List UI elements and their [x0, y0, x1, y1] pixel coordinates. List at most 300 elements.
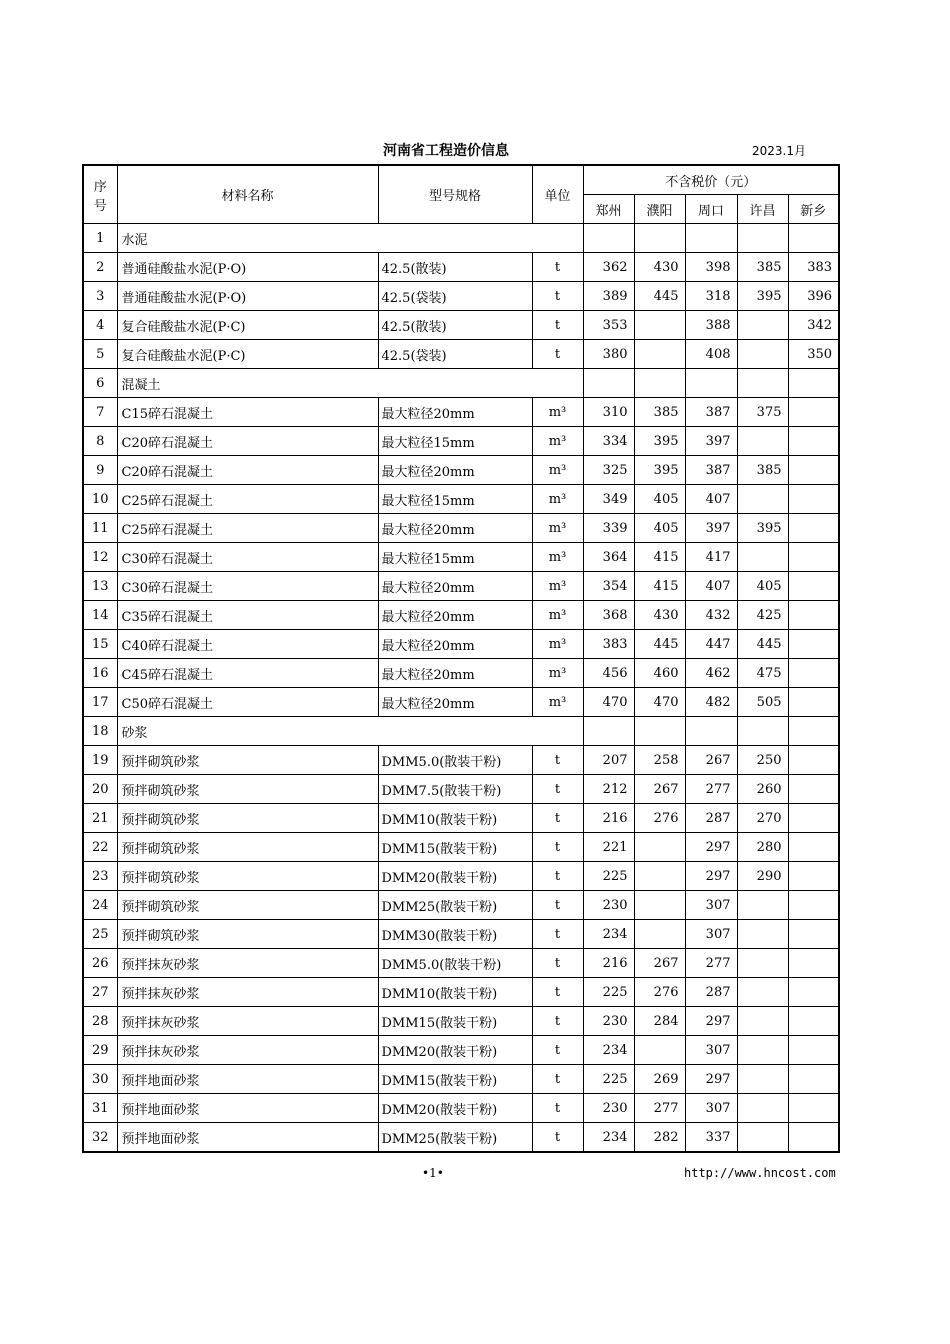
material-name: 预拌地面砂浆 — [117, 1123, 378, 1153]
price-cell: 307 — [685, 891, 737, 920]
table-row — [83, 253, 839, 282]
material-unit: t — [532, 949, 583, 978]
material-unit: t — [532, 282, 583, 311]
material-name: 复合硅酸盐水泥(P·C) — [117, 340, 378, 369]
table-row — [83, 1065, 839, 1094]
row-number: 5 — [83, 340, 117, 369]
row-number: 17 — [83, 688, 117, 717]
price-cell — [788, 775, 839, 804]
price-cell — [788, 1123, 839, 1153]
section-name: 水泥 — [117, 224, 583, 253]
price-cell: 353 — [583, 311, 634, 340]
table-row — [83, 427, 839, 456]
material-spec: 最大粒径15mm — [378, 485, 532, 514]
price-cell: 221 — [583, 833, 634, 862]
table-row — [83, 601, 839, 630]
material-unit: t — [532, 1123, 583, 1153]
material-spec: DMM25(散装干粉) — [378, 1123, 532, 1153]
price-cell: 425 — [737, 601, 788, 630]
price-cell: 280 — [737, 833, 788, 862]
price-cell: 383 — [583, 630, 634, 659]
price-cell: 234 — [583, 1123, 634, 1153]
material-spec: DMM30(散装干粉) — [378, 920, 532, 949]
material-name: 预拌地面砂浆 — [117, 1065, 378, 1094]
row-number: 22 — [83, 833, 117, 862]
price-cell — [634, 369, 685, 398]
price-cell: 395 — [634, 427, 685, 456]
price-cell — [788, 601, 839, 630]
material-spec: DMM20(散装干粉) — [378, 1094, 532, 1123]
price-cell — [788, 224, 839, 253]
price-cell: 387 — [685, 398, 737, 427]
table-row — [83, 630, 839, 659]
header-price-group: 不含税价（元） — [583, 165, 839, 195]
price-cell: 445 — [737, 630, 788, 659]
price-cell: 287 — [685, 978, 737, 1007]
price-cell: 260 — [737, 775, 788, 804]
price-cell — [788, 543, 839, 572]
price-cell — [737, 920, 788, 949]
material-spec: DMM15(散装干粉) — [378, 833, 532, 862]
price-cell: 505 — [737, 688, 788, 717]
price-cell: 297 — [685, 862, 737, 891]
material-name: 预拌抹灰砂浆 — [117, 1036, 378, 1065]
table-row — [83, 514, 839, 543]
price-cell: 342 — [788, 311, 839, 340]
material-name: 预拌砌筑砂浆 — [117, 833, 378, 862]
issue-date: 2023.1月 — [752, 144, 806, 158]
material-spec: DMM5.0(散装干粉) — [378, 949, 532, 978]
material-unit: t — [532, 1094, 583, 1123]
price-cell: 445 — [634, 630, 685, 659]
price-cell — [634, 891, 685, 920]
row-number: 18 — [83, 717, 117, 746]
material-unit: t — [532, 253, 583, 282]
price-cell: 405 — [737, 572, 788, 601]
price-cell: 395 — [634, 456, 685, 485]
table-row — [83, 398, 839, 427]
row-number: 13 — [83, 572, 117, 601]
table-row — [83, 978, 839, 1007]
material-unit: t — [532, 1036, 583, 1065]
table-row — [83, 1007, 839, 1036]
material-spec: 42.5(袋装) — [378, 340, 532, 369]
price-cell: 225 — [583, 978, 634, 1007]
table-row — [83, 543, 839, 572]
material-name: C25碎石混凝土 — [117, 514, 378, 543]
price-cell: 475 — [737, 659, 788, 688]
material-name: 普通硅酸盐水泥(P·O) — [117, 253, 378, 282]
material-name: 预拌抹灰砂浆 — [117, 1007, 378, 1036]
price-cell: 276 — [634, 804, 685, 833]
material-unit: t — [532, 833, 583, 862]
material-name: 预拌砌筑砂浆 — [117, 746, 378, 775]
price-cell — [737, 224, 788, 253]
price-cell: 270 — [737, 804, 788, 833]
price-cell: 396 — [788, 282, 839, 311]
price-cell: 212 — [583, 775, 634, 804]
price-cell: 482 — [685, 688, 737, 717]
price-cell — [634, 311, 685, 340]
price-cell: 307 — [685, 1036, 737, 1065]
price-cell — [737, 1007, 788, 1036]
row-number: 10 — [83, 485, 117, 514]
material-name: C20碎石混凝土 — [117, 427, 378, 456]
price-cell — [737, 340, 788, 369]
price-cell — [634, 224, 685, 253]
price-cell — [685, 717, 737, 746]
price-cell — [737, 978, 788, 1007]
material-unit: t — [532, 775, 583, 804]
price-cell: 417 — [685, 543, 737, 572]
material-unit: t — [532, 311, 583, 340]
section-name: 砂浆 — [117, 717, 583, 746]
material-unit: t — [532, 340, 583, 369]
price-cell: 277 — [634, 1094, 685, 1123]
material-unit: t — [532, 891, 583, 920]
page-number: •1• — [422, 1166, 444, 1180]
price-cell: 445 — [634, 282, 685, 311]
header-spec: 型号规格 — [378, 165, 532, 224]
price-cell — [788, 398, 839, 427]
page-title: 河南省工程造价信息 — [383, 143, 509, 159]
material-name: 预拌砌筑砂浆 — [117, 862, 378, 891]
header-city: 周口 — [685, 195, 737, 224]
price-cell — [788, 369, 839, 398]
material-name: C45碎石混凝土 — [117, 659, 378, 688]
material-name: C20碎石混凝土 — [117, 456, 378, 485]
price-cell — [788, 659, 839, 688]
material-name: C40碎石混凝土 — [117, 630, 378, 659]
price-cell — [737, 1123, 788, 1153]
material-name: 预拌砌筑砂浆 — [117, 920, 378, 949]
price-cell: 415 — [634, 572, 685, 601]
material-spec: 最大粒径15mm — [378, 543, 532, 572]
price-cell: 470 — [583, 688, 634, 717]
material-spec: 最大粒径20mm — [378, 601, 532, 630]
row-number: 14 — [83, 601, 117, 630]
price-cell: 290 — [737, 862, 788, 891]
price-cell — [737, 427, 788, 456]
material-spec: 最大粒径20mm — [378, 572, 532, 601]
material-spec: DMM5.0(散装干粉) — [378, 746, 532, 775]
price-cell: 362 — [583, 253, 634, 282]
row-number: 27 — [83, 978, 117, 1007]
material-unit: t — [532, 1007, 583, 1036]
price-cell: 460 — [634, 659, 685, 688]
price-cell — [685, 224, 737, 253]
price-cell: 415 — [634, 543, 685, 572]
price-cell — [788, 1036, 839, 1065]
table-row — [83, 311, 839, 340]
price-cell — [788, 630, 839, 659]
price-cell: 337 — [685, 1123, 737, 1153]
section-row — [83, 717, 839, 746]
row-number: 21 — [83, 804, 117, 833]
material-unit: m³ — [532, 659, 583, 688]
price-cell — [737, 949, 788, 978]
price-cell — [737, 1036, 788, 1065]
table-row — [83, 1036, 839, 1065]
price-cell: 380 — [583, 340, 634, 369]
price-cell: 282 — [634, 1123, 685, 1153]
price-table — [82, 164, 840, 1153]
price-cell: 225 — [583, 862, 634, 891]
price-cell — [737, 717, 788, 746]
material-spec: DMM20(散装干粉) — [378, 862, 532, 891]
material-name: C35碎石混凝土 — [117, 601, 378, 630]
row-number: 15 — [83, 630, 117, 659]
price-cell: 307 — [685, 1094, 737, 1123]
price-cell — [737, 1065, 788, 1094]
material-unit: t — [532, 862, 583, 891]
table-row — [83, 282, 839, 311]
footer-url: http://www.hncost.com — [684, 1166, 836, 1180]
material-unit: m³ — [532, 688, 583, 717]
material-unit: m³ — [532, 427, 583, 456]
row-number: 20 — [83, 775, 117, 804]
price-cell — [737, 311, 788, 340]
price-cell: 334 — [583, 427, 634, 456]
material-name: C30碎石混凝土 — [117, 572, 378, 601]
header-city: 濮阳 — [634, 195, 685, 224]
material-unit: t — [532, 804, 583, 833]
price-cell: 284 — [634, 1007, 685, 1036]
row-number: 7 — [83, 398, 117, 427]
price-cell — [634, 717, 685, 746]
price-cell: 398 — [685, 253, 737, 282]
price-cell: 267 — [634, 775, 685, 804]
price-cell: 447 — [685, 630, 737, 659]
price-cell: 354 — [583, 572, 634, 601]
material-spec: DMM20(散装干粉) — [378, 1036, 532, 1065]
price-cell: 297 — [685, 1065, 737, 1094]
material-name: 复合硅酸盐水泥(P·C) — [117, 311, 378, 340]
row-number: 3 — [83, 282, 117, 311]
table-row — [83, 775, 839, 804]
price-cell: 350 — [788, 340, 839, 369]
price-cell — [788, 891, 839, 920]
material-spec: 42.5(散装) — [378, 253, 532, 282]
price-cell — [634, 340, 685, 369]
row-number: 8 — [83, 427, 117, 456]
price-cell: 287 — [685, 804, 737, 833]
material-spec: 最大粒径20mm — [378, 514, 532, 543]
price-cell: 388 — [685, 311, 737, 340]
price-cell: 456 — [583, 659, 634, 688]
material-spec: DMM10(散装干粉) — [378, 804, 532, 833]
price-cell: 375 — [737, 398, 788, 427]
table-row — [83, 949, 839, 978]
price-cell: 225 — [583, 1065, 634, 1094]
price-cell — [737, 543, 788, 572]
price-cell: 297 — [685, 833, 737, 862]
price-cell — [788, 1007, 839, 1036]
price-cell — [788, 427, 839, 456]
price-cell — [583, 224, 634, 253]
material-name: 预拌抹灰砂浆 — [117, 949, 378, 978]
price-cell: 339 — [583, 514, 634, 543]
section-row — [83, 369, 839, 398]
price-cell: 397 — [685, 514, 737, 543]
table-row — [83, 456, 839, 485]
price-cell — [737, 1094, 788, 1123]
material-name: 预拌砌筑砂浆 — [117, 804, 378, 833]
table-row — [83, 340, 839, 369]
price-cell — [634, 920, 685, 949]
material-unit: m³ — [532, 514, 583, 543]
material-spec: 最大粒径15mm — [378, 427, 532, 456]
price-cell: 387 — [685, 456, 737, 485]
price-cell — [788, 456, 839, 485]
price-cell: 397 — [685, 427, 737, 456]
material-unit: t — [532, 1065, 583, 1094]
price-cell — [788, 514, 839, 543]
price-cell: 318 — [685, 282, 737, 311]
material-spec: 最大粒径20mm — [378, 659, 532, 688]
material-name: 预拌砌筑砂浆 — [117, 891, 378, 920]
section-row — [83, 224, 839, 253]
header-unit: 单位 — [532, 165, 583, 224]
material-name: 预拌砌筑砂浆 — [117, 775, 378, 804]
material-unit: t — [532, 978, 583, 1007]
price-cell: 364 — [583, 543, 634, 572]
price-cell — [583, 717, 634, 746]
price-cell: 385 — [737, 253, 788, 282]
price-cell: 269 — [634, 1065, 685, 1094]
price-cell — [788, 572, 839, 601]
price-cell: 216 — [583, 949, 634, 978]
material-name: 预拌抹灰砂浆 — [117, 978, 378, 1007]
row-number: 30 — [83, 1065, 117, 1094]
price-cell: 207 — [583, 746, 634, 775]
section-name: 混凝土 — [117, 369, 583, 398]
price-cell: 408 — [685, 340, 737, 369]
material-unit: m³ — [532, 456, 583, 485]
header-city: 新乡 — [788, 195, 839, 224]
material-unit: m³ — [532, 630, 583, 659]
row-number: 26 — [83, 949, 117, 978]
row-number: 9 — [83, 456, 117, 485]
table-row — [83, 804, 839, 833]
price-cell: 297 — [685, 1007, 737, 1036]
price-cell — [634, 862, 685, 891]
material-spec: DMM7.5(散装干粉) — [378, 775, 532, 804]
price-cell: 462 — [685, 659, 737, 688]
price-cell: 230 — [583, 891, 634, 920]
material-unit: m³ — [532, 572, 583, 601]
price-cell: 307 — [685, 920, 737, 949]
price-cell: 349 — [583, 485, 634, 514]
row-number: 23 — [83, 862, 117, 891]
row-number: 29 — [83, 1036, 117, 1065]
material-name: C50碎石混凝土 — [117, 688, 378, 717]
row-number: 1 — [83, 224, 117, 253]
price-cell: 276 — [634, 978, 685, 1007]
price-cell: 405 — [634, 514, 685, 543]
price-cell — [737, 485, 788, 514]
row-number: 24 — [83, 891, 117, 920]
price-cell: 470 — [634, 688, 685, 717]
price-cell: 234 — [583, 920, 634, 949]
price-cell — [788, 688, 839, 717]
material-unit: t — [532, 746, 583, 775]
price-cell: 230 — [583, 1007, 634, 1036]
row-number: 4 — [83, 311, 117, 340]
price-cell — [788, 746, 839, 775]
price-cell — [634, 833, 685, 862]
price-cell — [634, 1036, 685, 1065]
price-cell — [737, 891, 788, 920]
price-cell: 389 — [583, 282, 634, 311]
table-row — [83, 833, 839, 862]
row-number: 28 — [83, 1007, 117, 1036]
row-number: 25 — [83, 920, 117, 949]
price-cell: 267 — [634, 949, 685, 978]
material-name: C15碎石混凝土 — [117, 398, 378, 427]
header-name: 材料名称 — [117, 165, 378, 224]
material-spec: 最大粒径20mm — [378, 688, 532, 717]
price-cell: 407 — [685, 572, 737, 601]
price-cell: 267 — [685, 746, 737, 775]
table-row — [83, 1123, 839, 1153]
price-cell: 407 — [685, 485, 737, 514]
price-cell: 368 — [583, 601, 634, 630]
price-cell: 216 — [583, 804, 634, 833]
price-cell — [583, 369, 634, 398]
price-cell: 385 — [634, 398, 685, 427]
material-unit: m³ — [532, 398, 583, 427]
material-spec: 最大粒径20mm — [378, 398, 532, 427]
table-row — [83, 920, 839, 949]
row-number: 12 — [83, 543, 117, 572]
material-spec: DMM15(散装干粉) — [378, 1065, 532, 1094]
material-unit: m³ — [532, 485, 583, 514]
material-unit: m³ — [532, 601, 583, 630]
material-spec: 最大粒径20mm — [378, 630, 532, 659]
price-cell: 383 — [788, 253, 839, 282]
material-name: C30碎石混凝土 — [117, 543, 378, 572]
row-number: 6 — [83, 369, 117, 398]
row-number: 2 — [83, 253, 117, 282]
material-spec: 最大粒径20mm — [378, 456, 532, 485]
material-spec: DMM10(散装干粉) — [378, 978, 532, 1007]
price-cell — [788, 949, 839, 978]
row-number: 11 — [83, 514, 117, 543]
table-row — [83, 862, 839, 891]
price-cell: 385 — [737, 456, 788, 485]
price-cell: 432 — [685, 601, 737, 630]
table-row — [83, 659, 839, 688]
price-cell: 395 — [737, 282, 788, 311]
price-cell — [788, 717, 839, 746]
price-cell: 258 — [634, 746, 685, 775]
material-spec: DMM15(散装干粉) — [378, 1007, 532, 1036]
price-cell: 250 — [737, 746, 788, 775]
price-cell — [788, 1094, 839, 1123]
price-cell: 430 — [634, 253, 685, 282]
material-name: 普通硅酸盐水泥(P·O) — [117, 282, 378, 311]
price-cell: 405 — [634, 485, 685, 514]
price-cell — [685, 369, 737, 398]
material-name: 预拌地面砂浆 — [117, 1094, 378, 1123]
price-cell — [737, 369, 788, 398]
row-number: 19 — [83, 746, 117, 775]
price-cell: 325 — [583, 456, 634, 485]
price-cell — [788, 485, 839, 514]
price-cell: 277 — [685, 775, 737, 804]
material-name: C25碎石混凝土 — [117, 485, 378, 514]
